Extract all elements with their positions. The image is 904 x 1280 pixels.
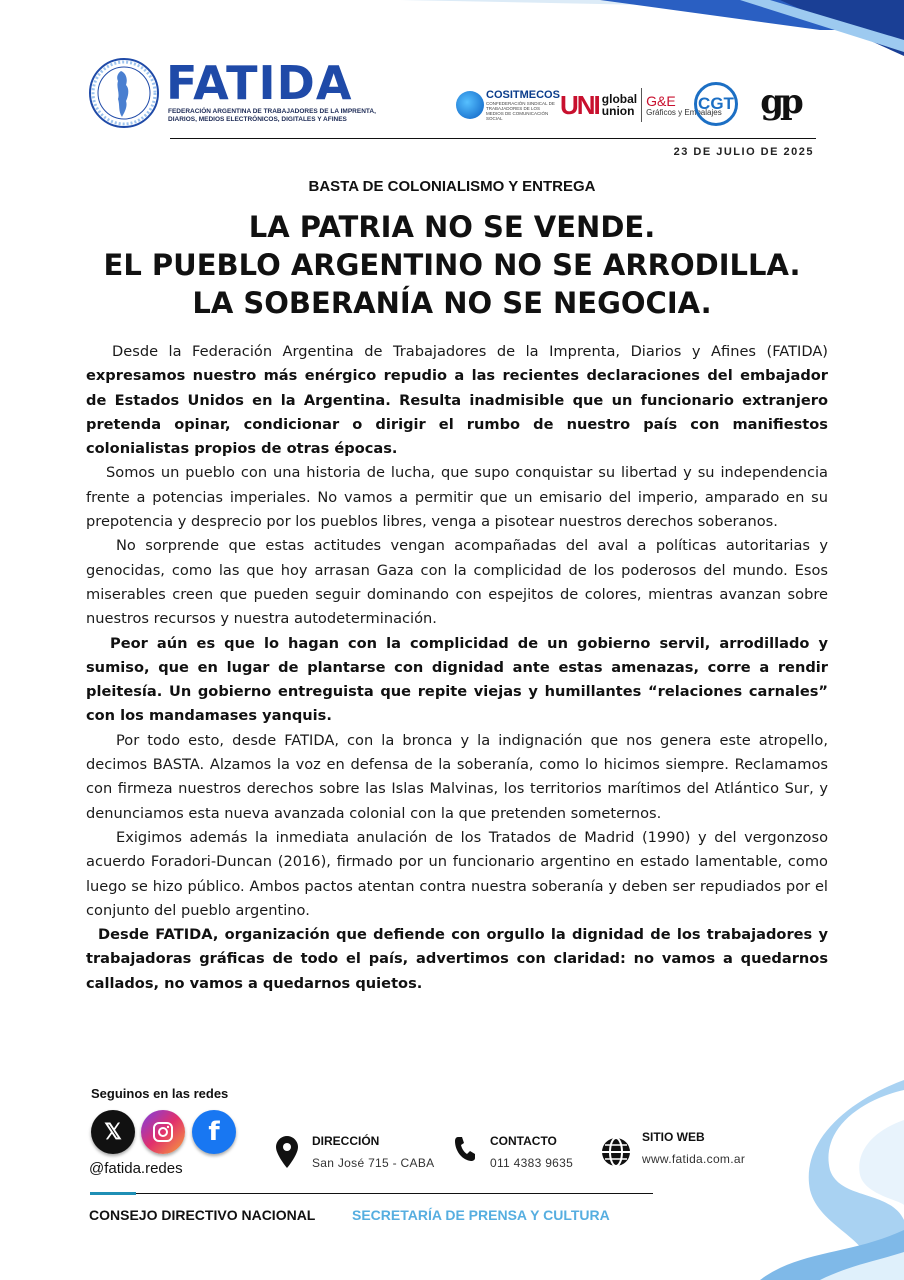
uni-global: global	[601, 92, 638, 106]
social-handle[interactable]: @fatida.redes	[89, 1160, 183, 1177]
x-icon[interactable]: 𝕏	[91, 1110, 135, 1154]
gp-logo	[754, 80, 806, 124]
ge-mark: G&E	[646, 92, 676, 109]
cositmecos-subtitle: CONFEDERACIÓN SINDICAL DE TRABAJADORES DE LOS MEDIOS DE COMUNICACIÓN SOCIAL	[486, 101, 555, 121]
uni-mark: UNI	[560, 89, 599, 120]
fatida-seal-logo	[88, 57, 160, 129]
cositmecos-logo	[456, 80, 560, 130]
press-secretariat-label: SECRETARÍA DE PRENSA Y CULTURA	[352, 1207, 610, 1223]
follow-label: Seguinos en las redes	[91, 1086, 229, 1101]
paragraph-2: Somos un pueblo con una historia de lucha, que supo conquistar su libertad y su independencia frente a potencias imperiales. No vamos a permitir que un emisario del imperio, amparado en su prepotencia y desprecio por los pueblos libres, venga a pisotear nuestros derechos soberanos.	[86, 464, 828, 531]
paragraph-1	[86, 340, 828, 461]
paragraph-5: Por todo esto, desde FATIDA, con la bronca y la indignación que nos genera este atropello, decimos BASTA. Alzamos la voz en defensa de la soberanía, como lo hicimos siempre. Reclamamos con firmeza nuestros derechos sobre las Islas Malvinas, los territorios marítimos del Atlántico Sur, y denunciamos esta nueva avanzada colonial con la que pretenden someternos.	[86, 731, 828, 822]
gp-mark: gp	[760, 82, 800, 122]
phone-icon	[454, 1136, 476, 1162]
address-value: San José 715 - CABA	[312, 1156, 435, 1170]
brand-name: FATIDA	[166, 56, 353, 110]
cgt-mark: CGT	[698, 94, 734, 113]
cgt-logo	[694, 82, 738, 126]
bottom-ribbon-decoration	[760, 1080, 904, 1280]
instagram-icon[interactable]	[141, 1110, 185, 1154]
headline	[0, 208, 904, 322]
headline-line-3: LA SOBERANÍA NO SE NEGOCIA.	[192, 286, 712, 320]
paragraph-1-bold: expresamos nuestro más enérgico repudio a las recientes declaraciones del embajador de Estados Unidos en la Argentina. Resulta inadmisible que un funcionario extranjero pretenda opinar, condicionar o dirigir el rumbo de nuestro país con manifiestos colonialistas propios de otras épocas.	[86, 367, 828, 458]
facebook-icon[interactable]: f	[192, 1110, 236, 1154]
ge-subtitle: Gráficos y Embalajes	[646, 107, 722, 117]
contact-phone[interactable]: 011 4383 9635	[490, 1156, 574, 1170]
paragraph-4-bold: Peor aún es que lo hagan con la complicidad de un gobierno servil, arrodillado y sumiso, que en lugar de plantarse con dignidad ante estas amenazas, corre a rendir pleitesía. Un gobierno entreguista que repite viejas y humillantes “relaciones carnales” con los mandamases yanquis.	[86, 634, 828, 725]
top-ribbon-decoration	[0, 0, 904, 60]
paragraph-7-bold: Desde FATIDA, organización que defiende con orgullo la dignidad de los trabajadores y trabajadoras gráficas de todo el país, advertimos con claridad: no vamos a quedarnos callados, no vamos a quedarnos quietos.	[86, 926, 828, 992]
headline-line-1: LA PATRIA NO SE VENDE.	[248, 210, 656, 244]
website-label: SITIO WEB	[642, 1130, 705, 1144]
footer-divider	[90, 1193, 653, 1194]
headline-line-2: EL PUEBLO ARGENTINO NO SE ARRODILLA.	[103, 248, 801, 282]
kicker-title: BASTA DE COLONIALISMO Y ENTREGA	[308, 178, 596, 195]
paragraph-6: Exigimos además la inmediata anulación de los Tratados de Madrid (1990) y del vergonzoso acuerdo Foradori-Duncan (2016), firmado por un funcionario argentino en estado lamentable, como luego se hizo público. Ambos pactos atentan contra nuestra soberanía y deben ser repudiados por el conjunto del pueblo argentino.	[86, 828, 828, 919]
cositmecos-globe-icon	[456, 91, 484, 119]
paragraph-7	[86, 923, 828, 996]
paragraph-3: No sorprende que estas actitudes vengan acompañadas del aval a políticas autoritarias y genocidas, como las que hoy arrasan Gaza con la complicidad de los poderosos del mundo. Esos miserables creen que pueden seguir dominando con espejitos de colores, mientras avanzan sobre nuestros recursos y nuestra autodeterminación.	[86, 537, 828, 628]
uni-union: union	[601, 104, 635, 118]
statement-body	[86, 340, 828, 996]
header-divider	[170, 138, 816, 139]
brand-subtitle: FEDERACIÓN ARGENTINA DE TRABAJADORES DE LA IMPRENTA, DIARIOS, MEDIOS ELECTRÓNICOS, DIGITALES Y AFINES	[168, 108, 376, 123]
publication-date: 23 DE JULIO DE 2025	[673, 146, 814, 158]
paragraph-4	[86, 632, 828, 729]
globe-icon	[600, 1136, 632, 1168]
footer-divider-accent	[90, 1192, 136, 1195]
council-label: CONSEJO DIRECTIVO NACIONAL	[89, 1207, 316, 1223]
address-label: DIRECCIÓN	[312, 1134, 380, 1148]
website-url[interactable]: www.fatida.com.ar	[642, 1152, 746, 1166]
paragraph-1-intro: Desde la Federación Argentina de Trabajadores de la Imprenta, Diarios y Afines (FATIDA)	[112, 343, 828, 360]
location-pin-icon	[276, 1136, 298, 1168]
cositmecos-name: COSITMECOS	[486, 89, 560, 101]
contact-label: CONTACTO	[490, 1134, 557, 1148]
